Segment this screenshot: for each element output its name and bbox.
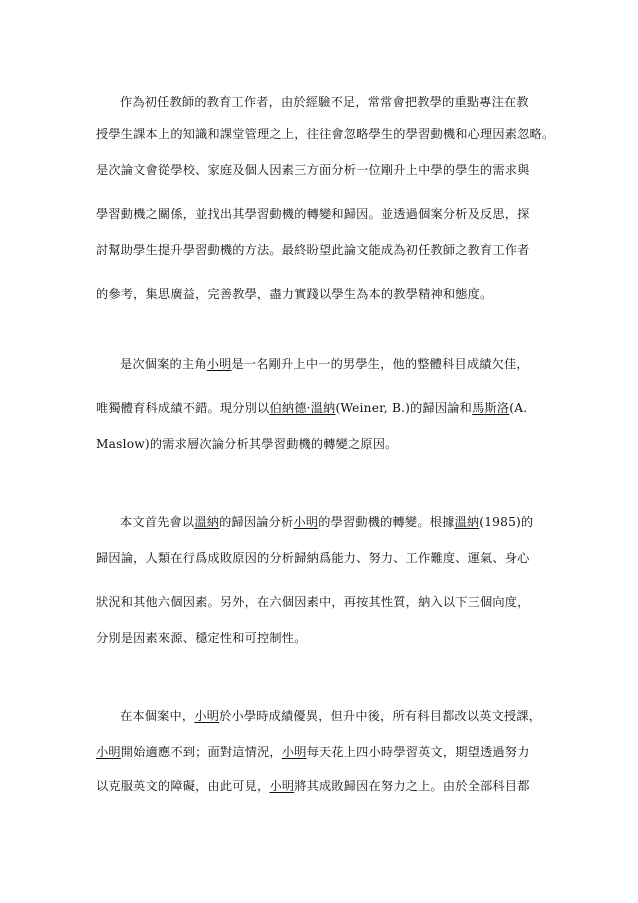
- text-line: [96, 744, 556, 760]
- text-line: [96, 126, 556, 142]
- underlined-name: 伯納德·溫納: [269, 401, 336, 415]
- text-line: [120, 94, 556, 110]
- underlined-name: 小明: [281, 745, 307, 759]
- text-segment: 以克服英文的障礙，由此可見，: [96, 779, 270, 793]
- text-segment: 的歸因論分析: [219, 515, 294, 529]
- text-segment: 將其成敗歸因在努力之上。由於全部科目都: [294, 779, 530, 793]
- underlined-name: 馬斯洛: [472, 401, 510, 415]
- text-line: [96, 400, 556, 416]
- text-segment: 討幫助學生提升學習動機的方法。最終盼望此論文能成為初任教師之教育工作者: [96, 243, 530, 257]
- text-segment: 學習動機之關係，並找出其學習動機的轉變和歸因。並透過個案分析及反思，探: [96, 207, 530, 221]
- text-segment: 作為初任教師的教育工作者，由於經驗不足，常常會把教學的重點專注在教: [120, 95, 529, 109]
- text-segment: (A.: [509, 401, 528, 415]
- text-segment: (Weiner, B.)的歸因論和: [335, 401, 473, 415]
- text-segment: 分別是因素來源、穩定性和可控制性。: [96, 631, 307, 645]
- text-segment: 歸因論，人類在行爲成敗原因的分析歸納爲能力、努力、工作難度、運氣、身心: [96, 551, 530, 565]
- text-line: [96, 242, 556, 258]
- text-segment: 開始適應不到；面對這情況，: [120, 745, 282, 759]
- underlined-name: 溫納: [454, 515, 480, 529]
- text-segment: 的學習動機的轉變。根據: [318, 515, 455, 529]
- text-line: [96, 630, 556, 646]
- text-segment: 每天花上四小時學習英文，期望透過努力: [306, 745, 530, 759]
- underlined-name: 小明: [96, 745, 121, 759]
- text-segment: 的參考，集思廣益，完善教學，盡力實踐以學生為本的教學精神和態度。: [96, 287, 493, 301]
- text-segment: 授學生課本上的知識和課堂管理之上，往往會忽略學生的學習動機和心理因素忽略。: [96, 127, 555, 141]
- text-segment: 在本個案中，: [120, 709, 195, 723]
- text-line: [96, 550, 556, 566]
- text-line: [120, 514, 556, 530]
- underlined-name: 小明: [206, 357, 232, 371]
- text-line: [96, 778, 556, 794]
- text-segment: (1985)的: [479, 515, 534, 529]
- text-segment: 是次個案的主角: [120, 357, 207, 371]
- text-segment: 是次論文會從學校、家庭及個人因素三方面分析一位剛升上中學的學生的需求與: [96, 163, 530, 177]
- text-segment: 唯獨體育科成績不錯。現分別以: [96, 401, 270, 415]
- text-segment: 本文首先會以: [120, 515, 195, 529]
- text-line: [96, 162, 556, 178]
- text-line: [96, 594, 556, 610]
- underlined-name: 溫納: [194, 515, 220, 529]
- text-segment: 是一名剛升上中一的男學生，他的整體科目成績欠佳，: [231, 357, 529, 371]
- text-line: [120, 356, 556, 372]
- text-segment: Maslow)的需求層次論分析其學習動機的轉變之原因。: [96, 437, 398, 451]
- text-line: [96, 206, 556, 222]
- text-line: [96, 286, 556, 302]
- underlined-name: 小明: [293, 515, 319, 529]
- underlined-name: 小明: [194, 709, 220, 723]
- text-segment: 狀況和其他六個因素。另外，在六個因素中，再按其性質，納入以下三個向度，: [96, 595, 530, 609]
- underlined-name: 小明: [269, 779, 295, 793]
- text-line: [96, 436, 556, 452]
- text-line: [120, 708, 556, 724]
- text-segment: 於小學時成績優異，但升中後，所有科目都改以英文授課，: [219, 709, 542, 723]
